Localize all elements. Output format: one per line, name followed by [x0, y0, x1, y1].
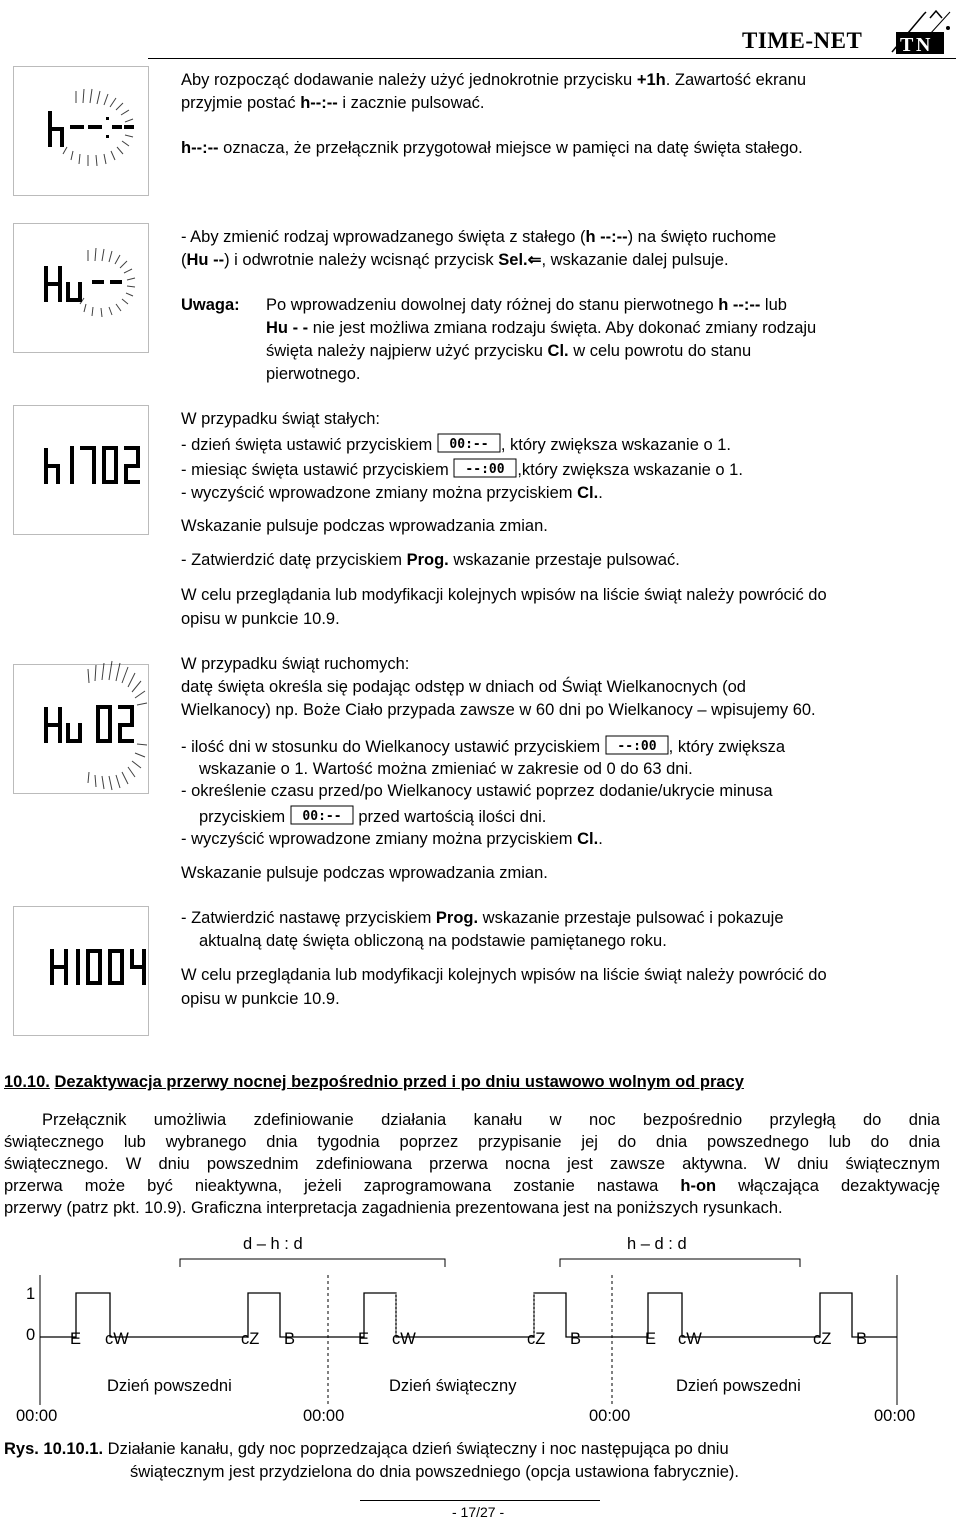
- sec4-line1: W przypadku świąt ruchomych:: [181, 655, 410, 673]
- sec1-line3: h--:-- oznacza, że przełącznik przygotował miejsce w pamięci na datę święta stałego.: [181, 139, 803, 157]
- sec3-line4: - wyczyścić wprowadzone zmiany można przyciskiem Cl..: [181, 484, 603, 502]
- svg-text:00:--: 00:--: [449, 437, 489, 452]
- label-d-h-d: d – h : d: [243, 1235, 303, 1253]
- sec4-line2: datę święta określa się podając odstęp w dniach od Świąt Wielkanocnych (od: [181, 678, 746, 696]
- brand-name: TIME-NET: [742, 28, 863, 53]
- svg-text:00:--: 00:--: [302, 809, 342, 824]
- label-h-d-d: h – d : d: [627, 1235, 687, 1253]
- sec5-line1: - Zatwierdzić nastawę przyciskiem Prog. wskazanie przestaje pulsować i pokazuje: [181, 909, 784, 927]
- marker-cw-1: cW: [105, 1330, 129, 1348]
- sec3-line1: W przypadku świąt stałych:: [181, 410, 380, 428]
- uwaga-line3: święta należy najpierw użyć przycisku Cl. w celu powrotu do stanu: [266, 342, 752, 360]
- sec4-line7: przyciskiem 00:-- przed wartością ilości dni.: [199, 805, 546, 827]
- time-label-1: 00:00: [16, 1407, 58, 1425]
- sec5-line3: W celu przeglądania lub modyfikacji kolejnych wpisów na liście świąt należy powrócić do: [181, 966, 827, 984]
- day-key-button-icon[interactable]: [437, 433, 501, 453]
- uwaga-line4: pierwotnego.: [266, 365, 361, 383]
- svg-text:--:00: --:00: [465, 462, 505, 477]
- marker-b-2: B: [570, 1330, 582, 1348]
- month-key-button-icon[interactable]: [453, 458, 517, 478]
- figure-caption-line2: świątecznym jest przydzielona do dnia powszedniego (opcja ustawiona fabrycznie).: [130, 1463, 739, 1481]
- marker-cw-3: cW: [678, 1330, 702, 1348]
- lcd-display-4: [13, 664, 149, 794]
- page-number: - 17/27 -: [452, 1504, 505, 1520]
- sec3-line3: - miesiąc święta ustawić przyciskiem --:00 ,który zwiększa wskazanie o 1.: [181, 458, 743, 480]
- para-line5: przerwy (patrz pkt. 10.9). Graficzna interpretacja zagadnienia prezentowana jest na poniższych rysunkach.: [4, 1199, 783, 1217]
- marker-b-3: B: [856, 1330, 868, 1348]
- uwaga-line1: Po wprowadzeniu dowolnej daty różnej do stanu pierwotnego h --:-- lub: [266, 296, 787, 314]
- sec4-line9: Wskazanie pulsuje podczas wprowadzania zmian.: [181, 864, 548, 882]
- sec1-line2: przyjmie postać h--:-- i zacznie pulsować.: [181, 94, 485, 112]
- lcd-display-1: [13, 66, 149, 196]
- header-rule: [148, 58, 956, 59]
- para-line2: świątecznego lub wybranego dnia tygodnia poprzez przypisanie jej do dnia powszednego lub do dnia: [4, 1133, 940, 1151]
- sec3-line6: - Zatwierdzić datę przyciskiem Prog. wskazanie przestaje pulsować.: [181, 551, 680, 569]
- time-label-3: 00:00: [589, 1407, 631, 1425]
- sec1-line1: Aby rozpocząć dodawanie należy użyć jednokrotnie przycisku +1h. Zawartość ekranu: [181, 71, 807, 89]
- sec3-line2: - dzień święta ustawić przyciskiem 00:-- , który zwiększa wskazanie o 1.: [181, 433, 731, 455]
- sec4-line8: - wyczyścić wprowadzone zmiany można przyciskiem Cl..: [181, 830, 603, 848]
- svg-text:T: T: [900, 34, 914, 56]
- day-label-1: Dzień powszedni: [107, 1377, 232, 1395]
- sec2-line2: (Hu --) i odwrotnie należy wcisnąć przycisk Sel.⇐, wskazanie dalej pulsuje.: [181, 251, 729, 269]
- day-label-2: Dzień świąteczny: [389, 1377, 517, 1395]
- y-label-0: 0: [26, 1326, 36, 1344]
- sec5-line4: opisu w punkcie 10.9.: [181, 990, 340, 1008]
- marker-cz-2: cZ: [527, 1330, 546, 1348]
- sec2-line1: - Aby zmienić rodzaj wprowadzanego święta z stałego (h --:--) na święto ruchome: [181, 228, 777, 246]
- minus-key-button-icon[interactable]: [290, 805, 354, 825]
- lcd-display-5: [13, 906, 149, 1036]
- marker-e-1: E: [70, 1330, 82, 1348]
- marker-e-2: E: [358, 1330, 370, 1348]
- marker-e-3: E: [645, 1330, 657, 1348]
- para-line4: przerwa może być nieaktywna, jeżeli zaprogramowana zostanie nastawa h-on włączająca dezaktywację: [4, 1177, 940, 1195]
- uwaga-line2: Hu - - nie jest możliwa zmiana rodzaju święta. Aby dokonać zmiany rodzaju: [266, 319, 817, 337]
- sec4-line3: Wielkanocy) np. Boże Ciało przypada zawsze w 60 dni po Wielkanocy – wpisujemy 60.: [181, 701, 816, 719]
- arrow-left-icon: ⇐: [527, 251, 542, 269]
- para-line1: Przełącznik umożliwia zdefiniowanie działania kanału w noc bezpośrednio przyległą do dnia: [42, 1111, 940, 1129]
- figure-caption-line1: Rys. 10.10.1. Działanie kanału, gdy noc poprzedzająca dzień świąteczny i noc następująca po dniu: [4, 1440, 729, 1458]
- sec5-line2: aktualną datę święta obliczoną na podstawie pamiętanego roku.: [199, 932, 667, 950]
- time-label-2: 00:00: [303, 1407, 345, 1425]
- sec4-line4: - ilość dni w stosunku do Wielkanocy ustawić przyciskiem --:00 , który zwiększa: [181, 735, 785, 757]
- lcd-display-3: [13, 405, 149, 535]
- y-label-1: 1: [26, 1285, 36, 1303]
- section-heading: 10.10. Dezaktywacja przerwy nocnej bezpośrednio przed i po dniu ustawowo wolnym od pracy: [4, 1073, 744, 1091]
- marker-b-1: B: [284, 1330, 296, 1348]
- days-key-button-icon[interactable]: [605, 735, 669, 755]
- time-label-4: 00:00: [874, 1407, 916, 1425]
- sec3-line5: Wskazanie pulsuje podczas wprowadzania zmian.: [181, 517, 548, 535]
- svg-text:N: N: [916, 34, 931, 56]
- marker-cz-1: cZ: [241, 1330, 260, 1348]
- footer-rule: [360, 1500, 600, 1501]
- day-label-3: Dzień powszedni: [676, 1377, 801, 1395]
- uwaga-label: Uwaga:: [181, 296, 240, 314]
- lcd-display-2: [13, 223, 149, 353]
- marker-cw-2: cW: [392, 1330, 416, 1348]
- sec4-line6: - określenie czasu przed/po Wielkanocy ustawić poprzez dodanie/ukrycie minusa: [181, 782, 773, 800]
- para-line3: świątecznego. W dniu powszednim zdefiniowana przerwa nocna jest zawsze aktywna. W dniu świątecznym: [4, 1155, 940, 1173]
- sec3-line8: opisu w punkcie 10.9.: [181, 610, 340, 628]
- svg-text:--:00: --:00: [617, 739, 657, 754]
- marker-cz-3: cZ: [813, 1330, 832, 1348]
- sec3-line7: W celu przeglądania lub modyfikacji kolejnych wpisów na liście świąt należy powrócić do: [181, 586, 827, 604]
- sec4-line5: wskazanie o 1. Wartość można zmieniać w zakresie od 0 do 63 dni.: [199, 760, 693, 778]
- time-net-logo-icon: [890, 8, 954, 56]
